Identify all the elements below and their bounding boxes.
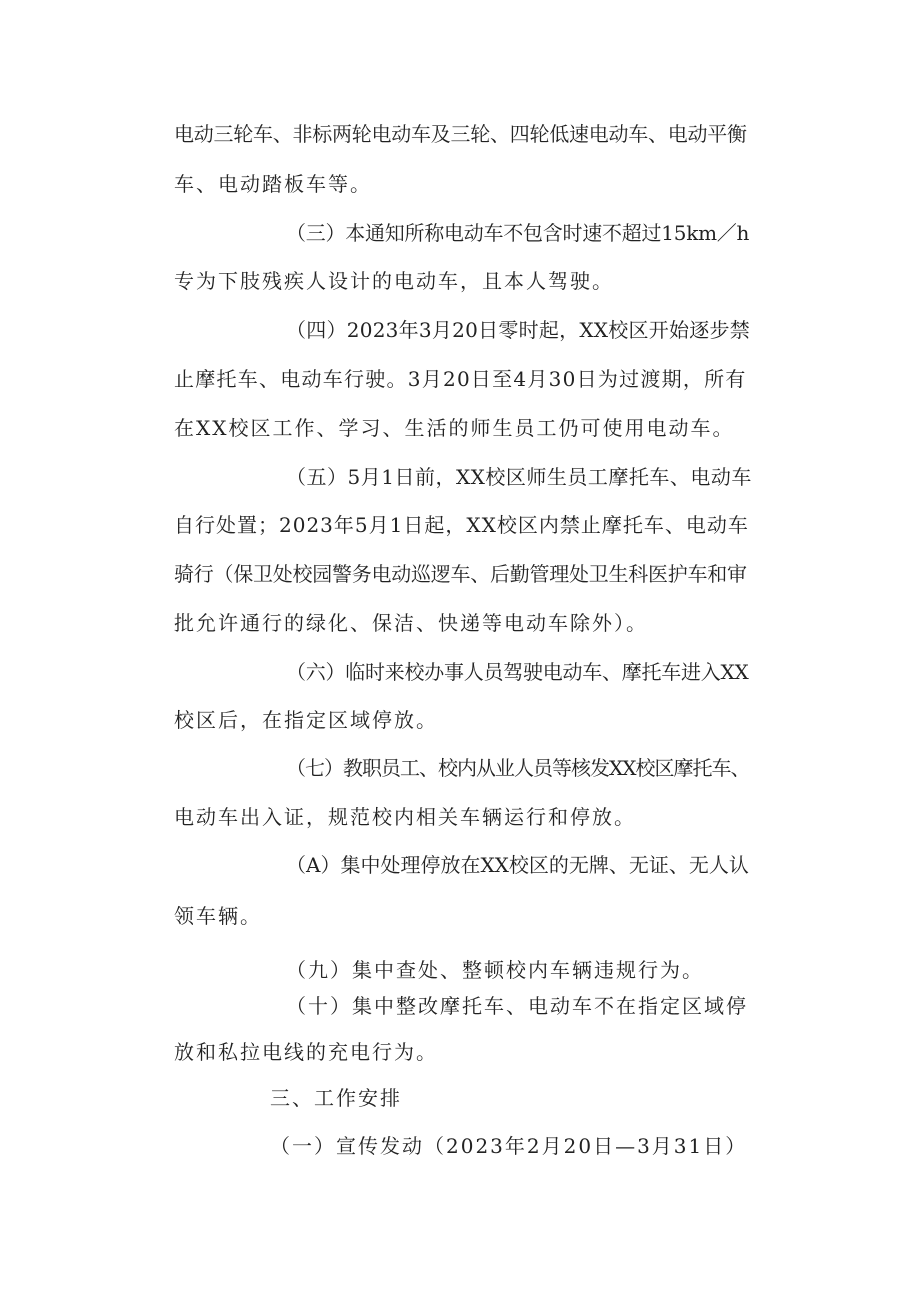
subsection-one-heading: （一）宣传发动（2023年2月20日—3月31日）	[270, 1134, 748, 1158]
paragraph-line: 领车辆。	[174, 904, 262, 928]
paragraph-line: 专为下肢残疾人设计的电动车，且本人驾驶。	[174, 269, 614, 293]
paragraph-line: 在XX校区工作、学习、生活的师生员工仍可使用电动车。	[174, 416, 735, 440]
paragraph-line: 电动车出入证，规范校内相关车辆运行和停放。	[174, 805, 636, 829]
paragraph-line: 电动三轮车、非标两轮电动车及三轮、四轮低速电动车、电动平衡	[174, 122, 747, 146]
item-five-heading: （五）5月1日前，XX校区师生员工摩托车、电动车	[286, 465, 752, 489]
paragraph-line: 止摩托车、电动车行驶。3月20日至4月30日为过渡期，所有	[174, 367, 747, 391]
item-three-heading: （三）本通知所称电动车不包含时速不超过15km／h	[286, 221, 750, 245]
paragraph-line: 校区后，在指定区域停放。	[174, 708, 438, 732]
paragraph-line: 车、电动踏板车等。	[174, 172, 372, 196]
section-three-heading: 三、工作安排	[270, 1086, 402, 1110]
paragraph-line: 骑行（保卫处校园警务电动巡逻车、后勤管理处卫生科医护车和审	[174, 562, 747, 586]
paragraph-line: 自行处置；2023年5月1日起，XX校区内禁止摩托车、电动车	[174, 513, 749, 537]
item-six-heading: （六）临时来校办事人员驾驶电动车、摩托车进入XX	[286, 660, 749, 684]
item-a-heading: （A）集中处理停放在XX校区的无牌、无证、无人认	[286, 853, 749, 877]
item-four-heading: （四）2023年3月20日零时起，XX校区开始逐步禁	[286, 318, 751, 342]
item-seven-heading: （七）教职员工、校内从业人员等核发XX校区摩托车、	[286, 756, 750, 780]
item-nine-heading: （九）集中查处、整顿校内车辆违规行为。	[286, 958, 704, 982]
paragraph-line: 批允许通行的绿化、保洁、快递等电动车除外）。	[174, 611, 648, 635]
item-ten-heading: （十）集中整改摩托车、电动车不在指定区域停	[286, 994, 748, 1018]
paragraph-line: 放和私拉电线的充电行为。	[174, 1040, 438, 1064]
